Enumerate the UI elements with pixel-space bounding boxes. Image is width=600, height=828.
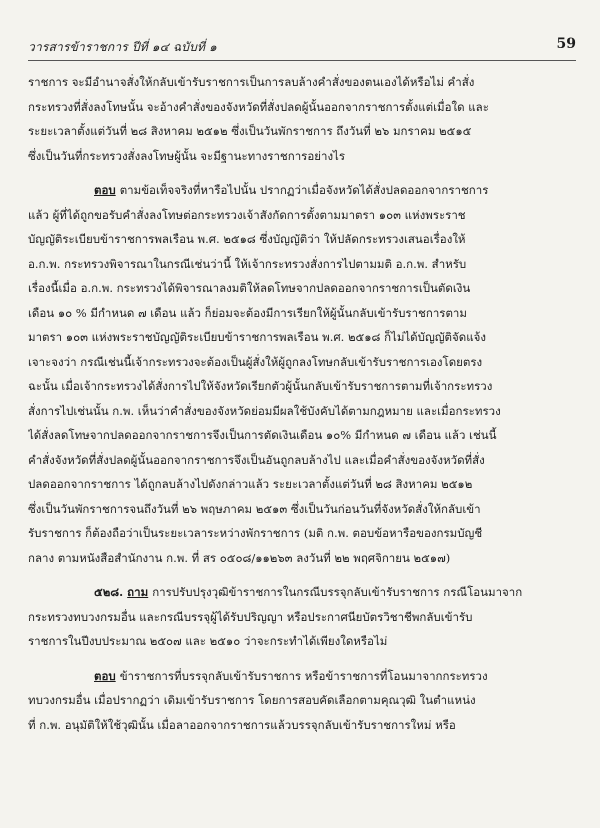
answer-paragraph bbox=[28, 664, 576, 738]
text-line: ซึ่งเป็นวันพักราชการจนถึงวันที่ ๒๖ พฤษภาคม ๒๕๑๓ ซึ่งเป็นวันก่อนวันที่จังหวัดสั่งให้กลับเข้า bbox=[28, 501, 481, 516]
text-line: กระทรวงทบวงกรมอื่น และกรณีบรรจุผู้ได้รับปริญญา หรือประกาศนียบัตรวิชาชีพกลับเข้ารับ bbox=[28, 609, 473, 624]
answer-lead: ตอบ bbox=[94, 668, 116, 683]
paragraph-gap bbox=[28, 654, 576, 664]
line-text: ตามข้อเท็จจริงที่หารือไปนั้น ปรากฏว่าเมื่อจังหวัดได้สั่งปลดออกจากราชการ bbox=[119, 183, 489, 197]
text-line: ปลดออกจากราชการ ได้ถูกลบล้างไปดังกล่าวแล้ว ระยะเวลาตั้งแต่วันที่ ๒๘ สิงหาคม ๒๕๑๒ bbox=[28, 477, 473, 491]
text-line: ระยะเวลาตั้งแต่วันที่ ๒๘ สิงหาคม ๒๕๑๒ ซึ่งเป็นวันพักราชการ ถึงวันที่ ๒๖ มกราคม ๒๕๑๕ bbox=[28, 124, 472, 138]
question-paragraph bbox=[28, 580, 576, 654]
text-line: อ.ก.พ. กระทรวงพิจารณาในกรณีเช่นว่านี้ ให้เจ้ากระทรวงสั่งการไปตามมติ อ.ก.พ. สำหรับ bbox=[28, 256, 467, 271]
answer-paragraph bbox=[28, 178, 576, 570]
running-title: วารสารข้าราชการ ปีที่ ๑๔ ฉบับที่ ๑ bbox=[28, 40, 217, 54]
text-line bbox=[28, 664, 576, 689]
text-line: สั่งการไปเช่นนั้น ก.พ. เห็นว่าคำสั่งของจังหวัดย่อมมีผลใช้บังคับได้ตามกฎหมาย และเมื่อกระทรวง bbox=[28, 403, 501, 418]
text-line: ซึ่งเป็นวันที่กระทรวงสั่งลงโทษผู้นั้น จะมีฐานะทางราชการอย่างไร bbox=[28, 148, 346, 163]
text-line: ทบวงกรมอื่น เมื่อปรากฏว่า เดิมเข้ารับราชการ โดยการสอบคัดเลือกตามคุณวุฒิ ในตำแหน่ง bbox=[28, 693, 476, 707]
body-text bbox=[28, 70, 576, 737]
text-line: ฉะนั้น เมื่อเจ้ากระทรวงได้สั่งการไปให้จังหวัดเรียกตัวผู้นั้นกลับเข้ารับราชการตามที่เจ้ากระทรวง bbox=[28, 379, 493, 393]
text-line bbox=[28, 580, 576, 605]
text-line: คำสั่งจังหวัดที่สั่งปลดผู้นั้นออกจากราชการจึงเป็นอันถูกลบล้างไป และเมื่อคำสั่งของจังหวัดที่สั่ง bbox=[28, 452, 485, 467]
page-number: 59 bbox=[556, 36, 576, 52]
text-line: กระทรวงที่สั่งลงโทษนั้น จะอ้างคำสั่งของจังหวัดที่สั่งปลดผู้นั้นออกจากราชการตั้งแต่เมื่อใด และ bbox=[28, 99, 489, 114]
question-continuation bbox=[28, 70, 576, 168]
question-number: ๕๒๘. bbox=[94, 585, 124, 599]
text-line: บัญญัติระเบียบข้าราชการพลเรือน พ.ศ. ๒๕๑๘ ซึ่งบัญญัติว่า ให้ปลัดกระทรวงเสนอเรื่องให้ bbox=[28, 232, 466, 246]
text-line: เดือน ๑๐ % มีกำหนด ๗ เดือน แล้ว ก็ย่อมจะต้องมีการเรียกให้ผู้นั้นกลับเข้ารับราชการตาม bbox=[28, 305, 467, 320]
line-text: ข้าราชการที่บรรจุกลับเข้ารับราชการ หรือข้าราชการที่โอนมาจากกระทรวง bbox=[119, 668, 488, 683]
paragraph-gap bbox=[28, 570, 576, 580]
text-line: ที่ ก.พ. อนุมัติให้ใช้วุฒินั้น เมื่อลาออกจากราชการแล้วบรรจุกลับเข้ารับราชการใหม่ หรือ bbox=[28, 717, 456, 732]
text-line: กลาง ตามหนังสือสำนักงาน ก.พ. ที่ สร ๐๕๐๘/๑๑๒๖๓ ลงวันที่ ๒๒ พฤศจิกายน ๒๕๑๗) bbox=[28, 550, 451, 565]
answer-lead: ตอบ bbox=[94, 183, 116, 197]
text-line bbox=[28, 178, 576, 203]
text-line: แล้ว ผู้ที่ได้ถูกขอรับคำสั่งลงโทษต่อกระทรวงเจ้าสังกัดการตั้งตามมาตรา ๑๐๓ แห่งพระราช bbox=[28, 207, 466, 222]
line-text: การปรับปรุงวุฒิข้าราชการในกรณีบรรจุกลับเข้ารับราชการ กรณีโอนมาจาก bbox=[152, 585, 523, 599]
page-header bbox=[28, 36, 576, 58]
text-line: เรื่องนี้เมื่อ อ.ก.พ. กระทรวงได้พิจารณาลงมติให้ลดโทษจากปลดออกจากราชการเป็นตัดเงิน bbox=[28, 281, 471, 295]
text-line: รับราชการ ก็ต้องถือว่าเป็นระยะเวลาระหว่างพักราชการ (มติ ก.พ. ตอบข้อหารือของกรมบัญชี bbox=[28, 526, 483, 540]
text-line: ราชการ จะมีอำนาจสั่งให้กลับเข้ารับราชการเป็นการลบล้างคำสั่งของตนเองได้หรือไม่ คำสั่ง bbox=[28, 75, 475, 89]
paragraph-gap bbox=[28, 168, 576, 178]
header-rule bbox=[28, 60, 576, 61]
text-line: มาตรา ๑๐๓ แห่งพระราชบัญญัติระเบียบข้าราชการพลเรือน พ.ศ. ๒๕๑๘ ก็ไม่ได้บัญญัติจัดแจ้ง bbox=[28, 330, 486, 344]
text-line: ได้สั่งลดโทษจากปลดออกจากราชการจึงเป็นการตัดเงินเดือน ๑๐% มีกำหนด ๗ เดือน แล้ว เช่นนี้ bbox=[28, 428, 497, 442]
text-line: เจาะจงว่า กรณีเช่นนี้เจ้ากระทรวงจะต้องเป็นผู้สั่งให้ผู้ถูกลงโทษกลับเข้ารับราชการเองโดยตรง bbox=[28, 354, 483, 369]
text-line: ราชการในปีงบประมาณ ๒๕๐๗ และ ๒๕๑๐ ว่าจะกระทำได้เพียงใดหรือไม่ bbox=[28, 634, 388, 648]
question-lead: ถาม bbox=[127, 585, 149, 599]
